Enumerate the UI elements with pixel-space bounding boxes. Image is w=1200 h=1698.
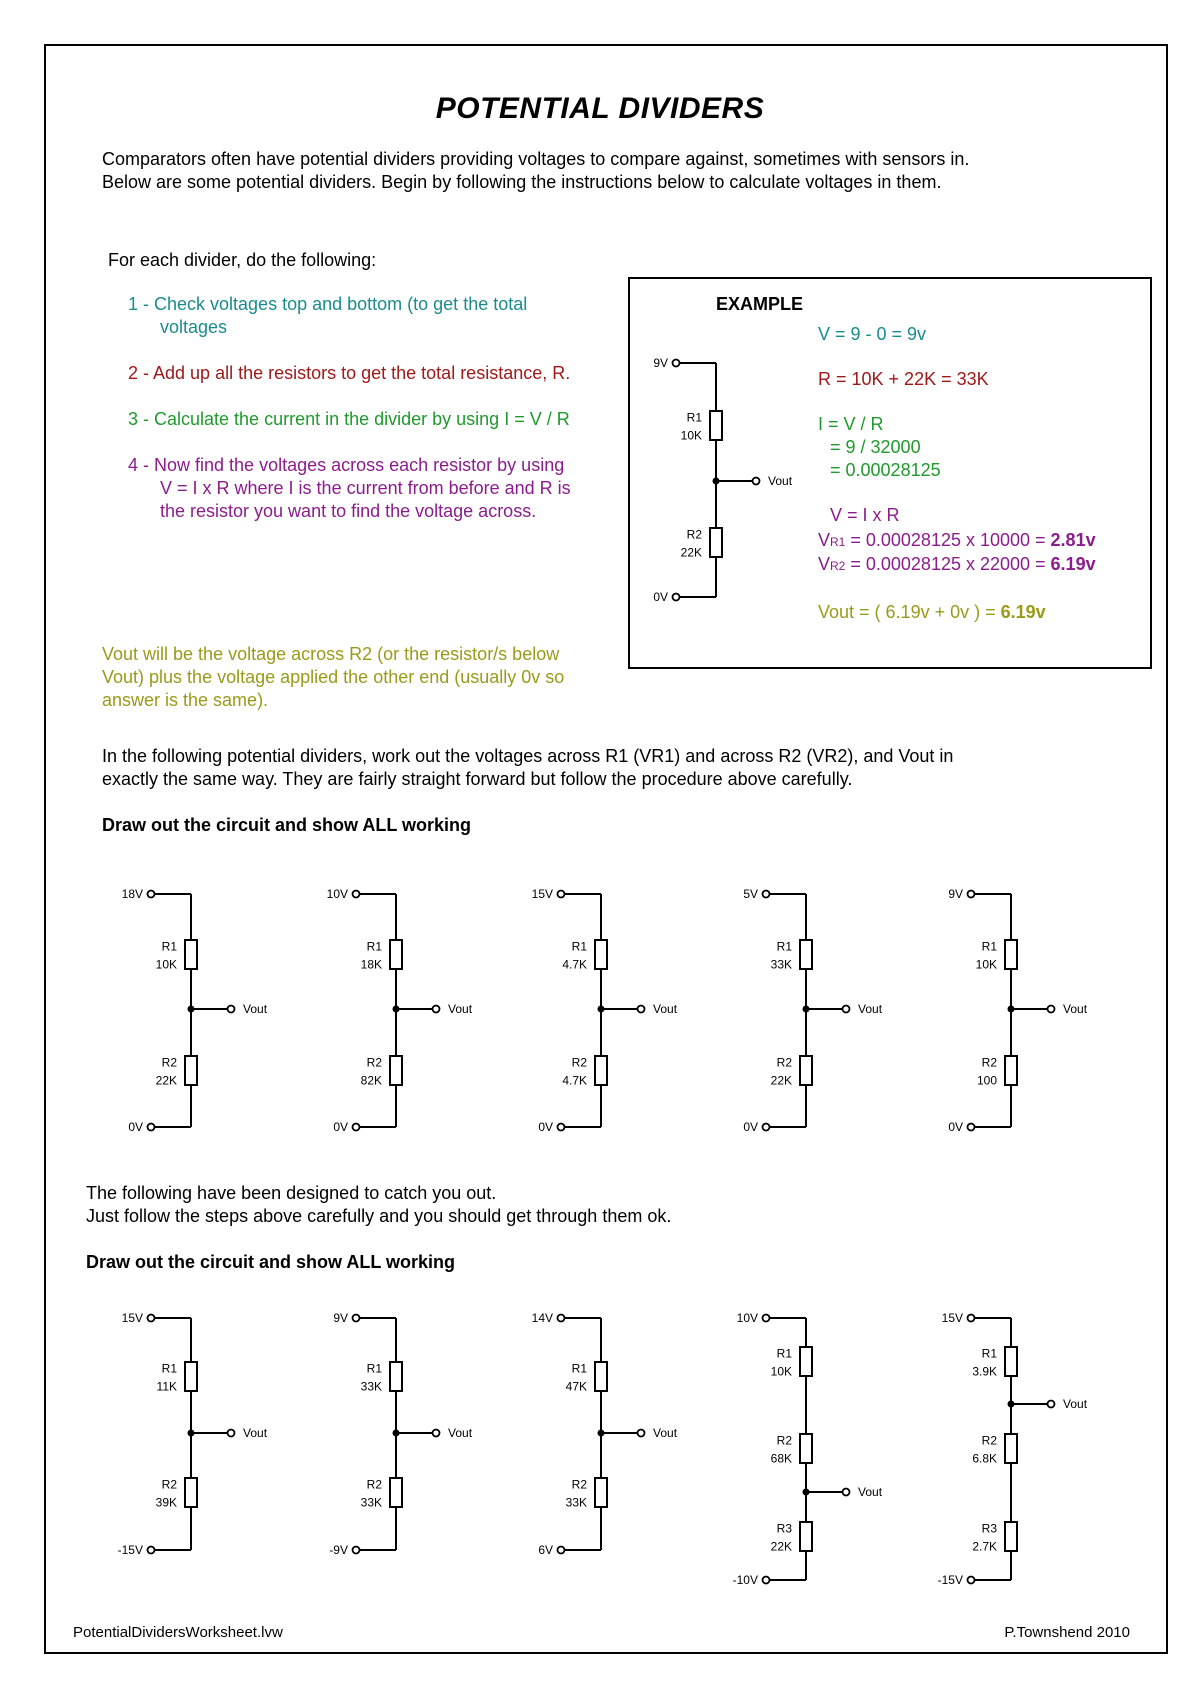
resistor-3-value: 2.7K	[972, 1539, 997, 1554]
section1-line-1: In the following potential dividers, work out the voltages across R1 (VR1) and across R2 (VR2), and Vout in	[102, 746, 954, 766]
resistor-2-value: 33K	[565, 1495, 587, 1510]
top-terminal	[558, 1315, 565, 1322]
top-voltage-label: 18V	[121, 887, 143, 901]
resistor-1-value: 4.7K	[562, 957, 587, 972]
vout-note: Vout will be the voltage across R2 (or the resistor/s below Vout) plus the voltage applied the other end (usually 0v so answer is the same).	[102, 644, 565, 710]
resistor-3-value: 22K	[770, 1539, 792, 1554]
vout-expression: Vout = ( 6.19v + 0v ) =	[818, 602, 1001, 622]
resistor-1-value: 10K	[155, 957, 177, 972]
resistor-2-name: R2	[571, 1055, 587, 1070]
bottom-voltage-label: 0V	[333, 1120, 348, 1134]
resistor-1	[390, 940, 402, 969]
output-terminal	[1048, 1006, 1055, 1013]
example-r-line: R = 10K + 22K = 33K	[818, 369, 989, 389]
section2-line-1: The following have been designed to catch you out.	[86, 1183, 497, 1203]
output-terminal	[753, 478, 760, 485]
resistor-2-value: 4.7K	[562, 1073, 587, 1088]
step-3: 3 - Calculate the current in the divider by using I = V / R	[128, 409, 570, 429]
bottom-terminal	[968, 1124, 975, 1131]
bottom-voltage-label: -15V	[937, 1573, 963, 1587]
example-i-line-1: I = V / R	[818, 414, 884, 434]
vr2-symbol: V	[818, 554, 831, 574]
bottom-voltage-label: 0V	[948, 1120, 963, 1134]
resistor-1-name: R1	[981, 1346, 997, 1361]
resistor-1	[1005, 1347, 1017, 1376]
resistor-1	[390, 1362, 402, 1391]
resistor-1	[595, 1362, 607, 1391]
resistor-2-name: R2	[981, 1433, 997, 1448]
bottom-voltage-label: -15V	[117, 1543, 143, 1557]
vr1-subscript: R1	[830, 535, 846, 549]
resistor-1	[800, 940, 812, 969]
output-label: Vout	[448, 1426, 473, 1440]
resistor-3	[1005, 1522, 1017, 1551]
output-terminal	[1048, 1401, 1055, 1408]
step-4: 4 - Now find the voltages across each resistor by using V = I x R where I is the current from before and R is the resistor you want to find the voltage across.	[128, 455, 571, 521]
output-terminal	[228, 1006, 235, 1013]
resistor-2-value: 6.8K	[972, 1451, 997, 1466]
resistor-3-name: R3	[981, 1521, 997, 1536]
bottom-voltage-label: 6V	[538, 1543, 553, 1557]
resistor-1-value: 3.9K	[972, 1364, 997, 1379]
resistor-2	[595, 1056, 607, 1085]
resistor-2-value: 33K	[360, 1495, 382, 1510]
bottom-voltage-label: -9V	[329, 1543, 348, 1557]
resistor-1-name: R1	[776, 1346, 792, 1361]
resistor-1	[710, 411, 722, 440]
example-v-line: V = 9 - 0 = 9v	[818, 324, 927, 344]
example-i-line-2: = 9 / 32000	[830, 437, 921, 457]
bottom-voltage-label: 0V	[128, 1120, 143, 1134]
resistor-2-name: R2	[686, 527, 702, 542]
intro-line-1: Comparators often have potential dividers providing voltages to compare against, sometimes with sensors in.	[102, 149, 970, 169]
top-voltage-label: 5V	[743, 887, 758, 901]
bottom-terminal	[763, 1577, 770, 1584]
output-terminal	[638, 1006, 645, 1013]
bottom-voltage-label: 0V	[538, 1120, 553, 1134]
bottom-voltage-label: -10V	[732, 1573, 758, 1587]
top-terminal	[148, 1315, 155, 1322]
resistor-2-name: R2	[571, 1477, 587, 1492]
resistor-3	[800, 1522, 812, 1551]
resistor-1-name: R1	[161, 1361, 177, 1376]
section1-heading: Draw out the circuit and show ALL working	[102, 815, 472, 835]
resistor-2-name: R2	[366, 1055, 382, 1070]
resistor-1-name: R1	[366, 939, 382, 954]
resistor-2	[185, 1056, 197, 1085]
vout-result: 6.19v	[1000, 602, 1046, 622]
output-terminal	[228, 1430, 235, 1437]
resistor-2	[390, 1056, 402, 1085]
output-label: Vout	[448, 1002, 473, 1016]
bottom-terminal	[558, 1124, 565, 1131]
resistor-2	[390, 1478, 402, 1507]
resistor-2	[595, 1478, 607, 1507]
top-terminal	[558, 891, 565, 898]
footer-author: P.Townshend 2010	[1004, 1624, 1130, 1641]
resistor-2-value: 100	[976, 1073, 997, 1088]
output-label: Vout	[1063, 1397, 1088, 1411]
resistor-1-value: 33K	[770, 957, 792, 972]
output-terminal	[638, 1430, 645, 1437]
resistor-2-value: 82K	[360, 1073, 382, 1088]
top-terminal	[673, 360, 680, 367]
resistor-2-value: 39K	[155, 1495, 177, 1510]
output-label: Vout	[858, 1002, 883, 1016]
resistor-2	[800, 1434, 812, 1463]
resistor-1	[185, 940, 197, 969]
output-label: Vout	[243, 1426, 268, 1440]
resistor-1-name: R1	[686, 410, 702, 425]
output-label: Vout	[653, 1002, 678, 1016]
top-voltage-label: 15V	[121, 1311, 143, 1325]
bottom-terminal	[148, 1124, 155, 1131]
resistor-2-value: 22K	[770, 1073, 792, 1088]
output-label: Vout	[858, 1485, 883, 1499]
section2-heading: Draw out the circuit and show ALL working	[86, 1252, 456, 1272]
vr2-subscript: R2	[830, 559, 846, 573]
bottom-terminal	[968, 1577, 975, 1584]
resistor-1	[1005, 940, 1017, 969]
resistor-1-value: 33K	[360, 1379, 382, 1394]
output-terminal	[843, 1006, 850, 1013]
resistor-1	[185, 1362, 197, 1391]
bottom-voltage-label: 0V	[743, 1120, 758, 1134]
bottom-voltage-label: 0V	[653, 590, 668, 604]
output-terminal	[843, 1489, 850, 1496]
output-label: Vout	[653, 1426, 678, 1440]
top-terminal	[968, 1315, 975, 1322]
resistor-2	[710, 528, 722, 557]
top-terminal	[763, 891, 770, 898]
top-terminal	[148, 891, 155, 898]
output-terminal	[433, 1430, 440, 1437]
resistor-1-value: 10K	[975, 957, 997, 972]
resistor-2	[800, 1056, 812, 1085]
top-terminal	[353, 1315, 360, 1322]
resistor-1-name: R1	[981, 939, 997, 954]
top-terminal	[763, 1315, 770, 1322]
top-voltage-label: 15V	[941, 1311, 963, 1325]
resistor-1-name: R1	[571, 939, 587, 954]
bottom-terminal	[148, 1547, 155, 1554]
top-voltage-label: 15V	[531, 887, 553, 901]
resistor-1-value: 10K	[680, 428, 702, 443]
page-title: POTENTIAL DIVIDERS	[435, 92, 765, 125]
output-label: Vout	[1063, 1002, 1088, 1016]
resistor-2-name: R2	[161, 1477, 177, 1492]
resistor-2-value: 22K	[680, 545, 702, 560]
resistor-1-value: 47K	[565, 1379, 587, 1394]
resistor-2	[1005, 1056, 1017, 1085]
resistor-1-value: 10K	[770, 1364, 792, 1379]
resistor-2-name: R2	[161, 1055, 177, 1070]
example-i-line-3: = 0.00028125	[830, 460, 941, 480]
resistor-1-value: 11K	[156, 1379, 177, 1394]
bottom-terminal	[673, 594, 680, 601]
bottom-terminal	[353, 1547, 360, 1554]
resistor-3-name: R3	[776, 1521, 792, 1536]
top-voltage-label: 9V	[948, 887, 963, 901]
bottom-terminal	[763, 1124, 770, 1131]
output-terminal	[433, 1006, 440, 1013]
resistor-2-name: R2	[366, 1477, 382, 1492]
resistor-2-name: R2	[776, 1055, 792, 1070]
resistor-1-name: R1	[161, 939, 177, 954]
resistor-1	[595, 940, 607, 969]
top-voltage-label: 10V	[326, 887, 348, 901]
resistor-2	[1005, 1434, 1017, 1463]
resistor-1	[800, 1347, 812, 1376]
vr2-expression: = 0.00028125 x 22000 =	[845, 554, 1051, 574]
top-terminal	[353, 891, 360, 898]
vr2-result: 6.19v	[1050, 554, 1096, 574]
bottom-terminal	[353, 1124, 360, 1131]
step-1: 1 - Check voltages top and bottom (to get the total voltages	[128, 294, 528, 337]
intro-line-2: Below are some potential dividers. Begin by following the instructions below to calculate voltages in them.	[102, 172, 942, 192]
top-voltage-label: 9V	[333, 1311, 348, 1325]
footer-filename: PotentialDividersWorksheet.lvw	[73, 1624, 283, 1641]
resistor-2-value: 68K	[770, 1451, 792, 1466]
resistor-1-name: R1	[366, 1361, 382, 1376]
bottom-terminal	[558, 1547, 565, 1554]
step-2: 2 - Add up all the resistors to get the total resistance, R.	[128, 363, 571, 383]
vr1-result: 2.81v	[1050, 530, 1096, 550]
top-voltage-label: 10V	[736, 1311, 758, 1325]
resistor-2-name: R2	[776, 1433, 792, 1448]
output-label: Vout	[243, 1002, 268, 1016]
resistor-2-value: 22K	[155, 1073, 177, 1088]
top-terminal	[968, 891, 975, 898]
vr1-expression: = 0.00028125 x 10000 =	[845, 530, 1051, 550]
resistor-2	[185, 1478, 197, 1507]
example-v-eq: V = I x R	[830, 505, 900, 525]
resistor-2-name: R2	[981, 1055, 997, 1070]
vr1-symbol: V	[818, 530, 831, 550]
resistor-1-name: R1	[571, 1361, 587, 1376]
section1-line-2: exactly the same way. They are fairly straight forward but follow the procedure above carefully.	[102, 769, 853, 789]
instructions-heading: For each divider, do the following:	[108, 250, 377, 270]
resistor-1-value: 18K	[360, 957, 382, 972]
output-label: Vout	[768, 474, 793, 488]
example-label: EXAMPLE	[716, 294, 804, 314]
resistor-1-name: R1	[776, 939, 792, 954]
top-voltage-label: 14V	[531, 1311, 553, 1325]
section2-line-2: Just follow the steps above carefully and you should get through them ok.	[86, 1206, 672, 1226]
top-voltage-label: 9V	[653, 356, 668, 370]
